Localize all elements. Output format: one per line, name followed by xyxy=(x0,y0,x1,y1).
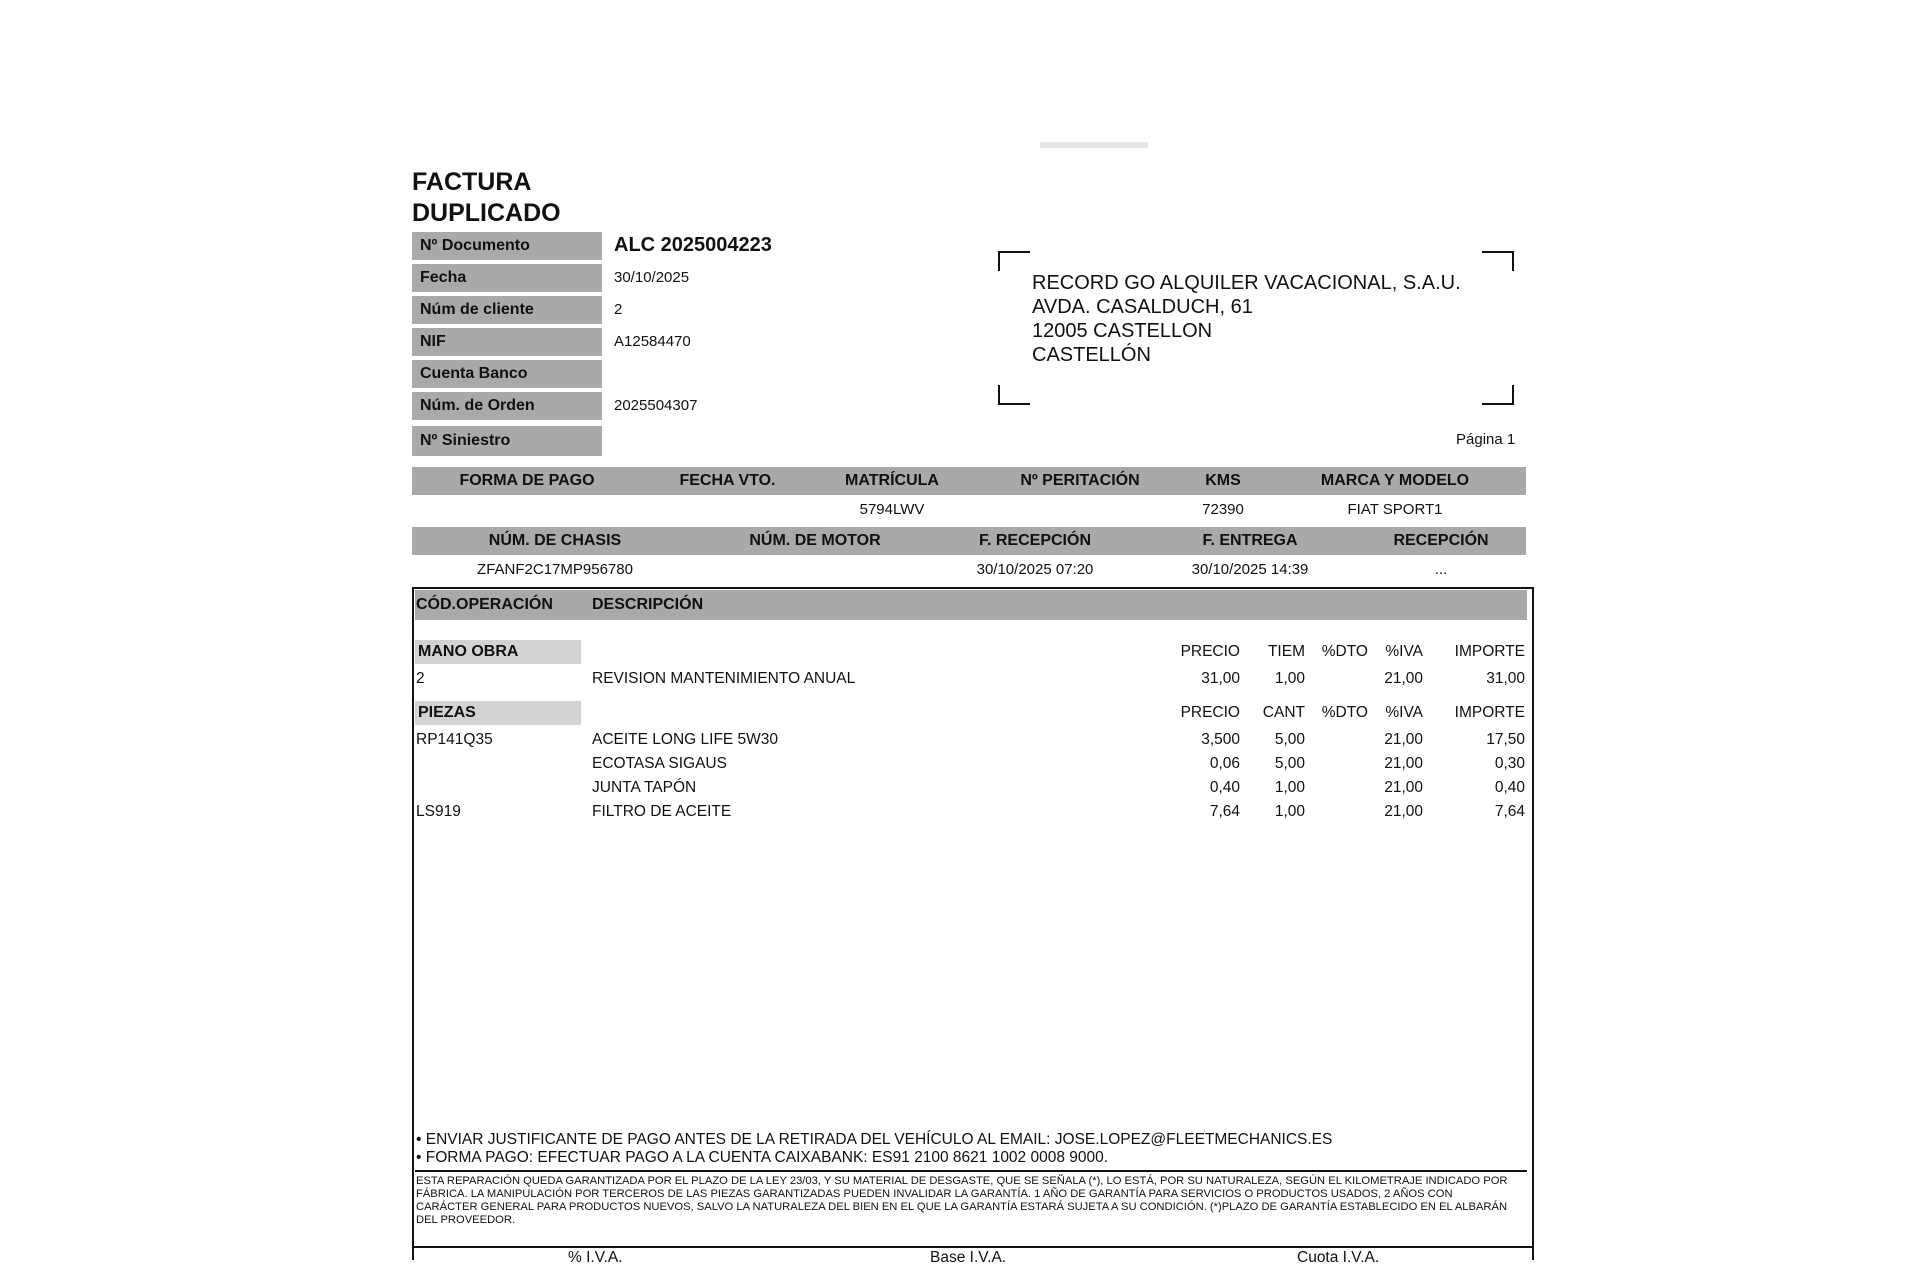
pz-header-cant: CANT xyxy=(1262,704,1305,721)
pz-row-cant: 1,00 xyxy=(1274,779,1305,796)
pz-row-desc: JUNTA TAPÓN xyxy=(592,779,697,796)
doc-title xyxy=(412,167,561,229)
pz-row-cant: 5,00 xyxy=(1274,755,1305,772)
pz-header-iva: %IVA xyxy=(1385,704,1423,721)
pz-row-desc: FILTRO DE ACEITE xyxy=(592,803,732,820)
label-cliente: Núm de cliente xyxy=(412,296,602,324)
pz-row-iva: 21,00 xyxy=(1384,779,1423,796)
corner-tl xyxy=(998,251,1030,271)
pz-row-iva: 21,00 xyxy=(1384,731,1423,748)
client-street: AVDA. CASALDUCH, 61 xyxy=(1032,296,1253,318)
header-marca-modelo: MARCA Y MODELO xyxy=(1320,472,1470,489)
pz-row-importe: 0,30 xyxy=(1494,755,1525,772)
mo-header-iva: %IVA xyxy=(1385,643,1423,660)
value-matricula: 5794LWV xyxy=(859,501,925,518)
mo-row-importe: 31,00 xyxy=(1486,670,1525,687)
mo-row-iva: 21,00 xyxy=(1384,670,1423,687)
footer-divider xyxy=(412,1246,1534,1248)
section-mano-obra: MANO OBRA xyxy=(415,640,581,664)
corner-tr xyxy=(1482,251,1514,271)
pz-row-desc: ACEITE LONG LIFE 5W30 xyxy=(592,731,779,748)
scan-artifact xyxy=(1040,139,1150,151)
header-forma-pago: FORMA DE PAGO xyxy=(459,472,595,489)
pz-row-precio: 3,500 xyxy=(1201,731,1240,748)
title-duplicado: DUPLICADO xyxy=(412,199,561,227)
section-piezas: PIEZAS xyxy=(415,701,581,725)
value-cliente: 2 xyxy=(614,301,623,318)
value-documento: ALC 2025004223 xyxy=(614,234,772,256)
footer-header-iva-pct: % I.V.A. xyxy=(568,1249,623,1266)
header-chasis: NÚM. DE CHASIS xyxy=(488,532,622,549)
header-fecha-vto: FECHA VTO. xyxy=(679,472,776,489)
mo-header-precio: PRECIO xyxy=(1180,643,1240,660)
pz-row-importe: 0,40 xyxy=(1494,779,1525,796)
pz-row-cant: 1,00 xyxy=(1274,803,1305,820)
value-kms: 72390 xyxy=(1202,501,1244,518)
mo-row-tiem: 1,00 xyxy=(1274,670,1305,687)
col-descripcion: DESCRIPCIÓN xyxy=(592,596,704,613)
pz-row-precio: 7,64 xyxy=(1209,803,1240,820)
value-marca-modelo: FIAT SPORT1 xyxy=(1347,501,1443,518)
label-siniestro: Nº Siniestro xyxy=(412,426,602,456)
header-matricula: MATRÍCULA xyxy=(845,472,939,489)
value-nif: A12584470 xyxy=(614,333,691,350)
value-recepcion: ... xyxy=(1434,561,1448,578)
pz-row-iva: 21,00 xyxy=(1384,803,1423,820)
label-orden: Núm. de Orden xyxy=(412,392,602,420)
value-chasis: ZFANF2C17MP956780 xyxy=(477,561,633,578)
value-f-recepcion: 30/10/2025 07:20 xyxy=(976,561,1094,578)
legal-warranty: ESTA REPARACIÓN QUEDA GARANTIZADA POR EL PLAZO DE LA LEY 23/03, Y SU MATERIAL DE DESGASTE, QUE SE SEÑALA (*), LO ESTÁ, POR SU NATURALEZA, SEGÚN EL KILOMETRAJE INDICADO POR FÁBRICA. LA MANIPULACIÓN POR TERCEROS DE LAS PIEZAS GARANTIZADAS PUEDEN INVALIDAR LA GARANTÍA. 1 AÑO DE GARANTÍA PARA SERVICIOS O PRODUCTOS USADOS, 2 AÑOS CON CARÁCTER GENERAL PARA PRODUCTOS NUEVOS, SALVO LA NATURALEZA DEL BIEN EN EL QUE LA GARANTÍA ESTARÁ SUJETA A SU CONDICIÓN. (*)PLAZO DE GARANTÍA ESTABLECIDO EN EL ALBARÁN DEL PROVEEDOR. xyxy=(416,1175,1508,1226)
pz-header-precio: PRECIO xyxy=(1180,704,1240,721)
note-email: • ENVIAR JUSTIFICANTE DE PAGO ANTES DE LA RETIRADA DEL VEHÍCULO AL EMAIL: JOSE.LOPEZ@FLEETMECHANICS.ES xyxy=(416,1131,1333,1148)
title-factura: FACTURA xyxy=(412,168,532,196)
label-documento: Nº Documento xyxy=(412,232,602,260)
value-orden: 2025504307 xyxy=(614,397,698,414)
pz-row-importe: 17,50 xyxy=(1486,731,1525,748)
header-recepcion: RECEPCIÓN xyxy=(1393,532,1489,549)
pz-row-importe: 7,64 xyxy=(1494,803,1525,820)
client-address xyxy=(1032,271,1461,367)
client-name: RECORD GO ALQUILER VACACIONAL, S.A.U. xyxy=(1032,272,1461,294)
col-cod-operacion: CÓD.OPERACIÓN xyxy=(416,596,553,613)
header-peritacion: Nº PERITACIÓN xyxy=(1020,472,1140,489)
label-cuenta: Cuenta Banco xyxy=(412,360,602,388)
pz-row-cant: 5,00 xyxy=(1274,731,1305,748)
mo-row-code: 2 xyxy=(416,670,425,687)
header-kms: KMS xyxy=(1205,472,1241,489)
page-number: Página 1 xyxy=(1456,431,1516,448)
pz-header-importe: IMPORTE xyxy=(1454,704,1525,721)
corner-br xyxy=(1482,385,1514,405)
header-f-entrega: F. ENTREGA xyxy=(1202,532,1298,549)
footer-header-base-iva: Base I.V.A. xyxy=(930,1249,1007,1266)
header-motor: NÚM. DE MOTOR xyxy=(749,532,881,549)
note-payment: • FORMA PAGO: EFECTUAR PAGO A LA CUENTA CAIXABANK: ES91 2100 8621 1002 0008 9000. xyxy=(416,1149,1109,1166)
value-fecha: 30/10/2025 xyxy=(614,269,690,286)
header-f-recepcion: F. RECEPCIÓN xyxy=(978,532,1091,549)
mo-row-precio: 31,00 xyxy=(1201,670,1240,687)
label-fecha: Fecha xyxy=(412,264,602,292)
pz-row-precio: 0,40 xyxy=(1209,779,1240,796)
lines-header-bar xyxy=(415,590,1527,620)
pz-row-code: LS919 xyxy=(416,803,461,820)
pz-row-code: RP141Q35 xyxy=(416,731,493,748)
mo-header-tiem: TIEM xyxy=(1267,643,1305,660)
client-province: CASTELLÓN xyxy=(1032,344,1151,366)
pz-row-precio: 0,06 xyxy=(1209,755,1240,772)
corner-bl xyxy=(998,385,1030,405)
pz-row-desc: ECOTASA SIGAUS xyxy=(592,755,727,772)
mo-header-importe: IMPORTE xyxy=(1454,643,1525,660)
pz-header-dto: %DTO xyxy=(1321,704,1368,721)
label-nif: NIF xyxy=(412,328,602,356)
mo-row-desc: REVISION MANTENIMIENTO ANUAL xyxy=(592,670,856,687)
mo-header-dto: %DTO xyxy=(1321,643,1368,660)
notes-divider xyxy=(415,1170,1527,1172)
pz-row-iva: 21,00 xyxy=(1384,755,1423,772)
value-f-entrega: 30/10/2025 14:39 xyxy=(1191,561,1309,578)
footer-header-cuota-iva: Cuota I.V.A. xyxy=(1297,1249,1380,1266)
client-city: 12005 CASTELLON xyxy=(1032,320,1213,342)
